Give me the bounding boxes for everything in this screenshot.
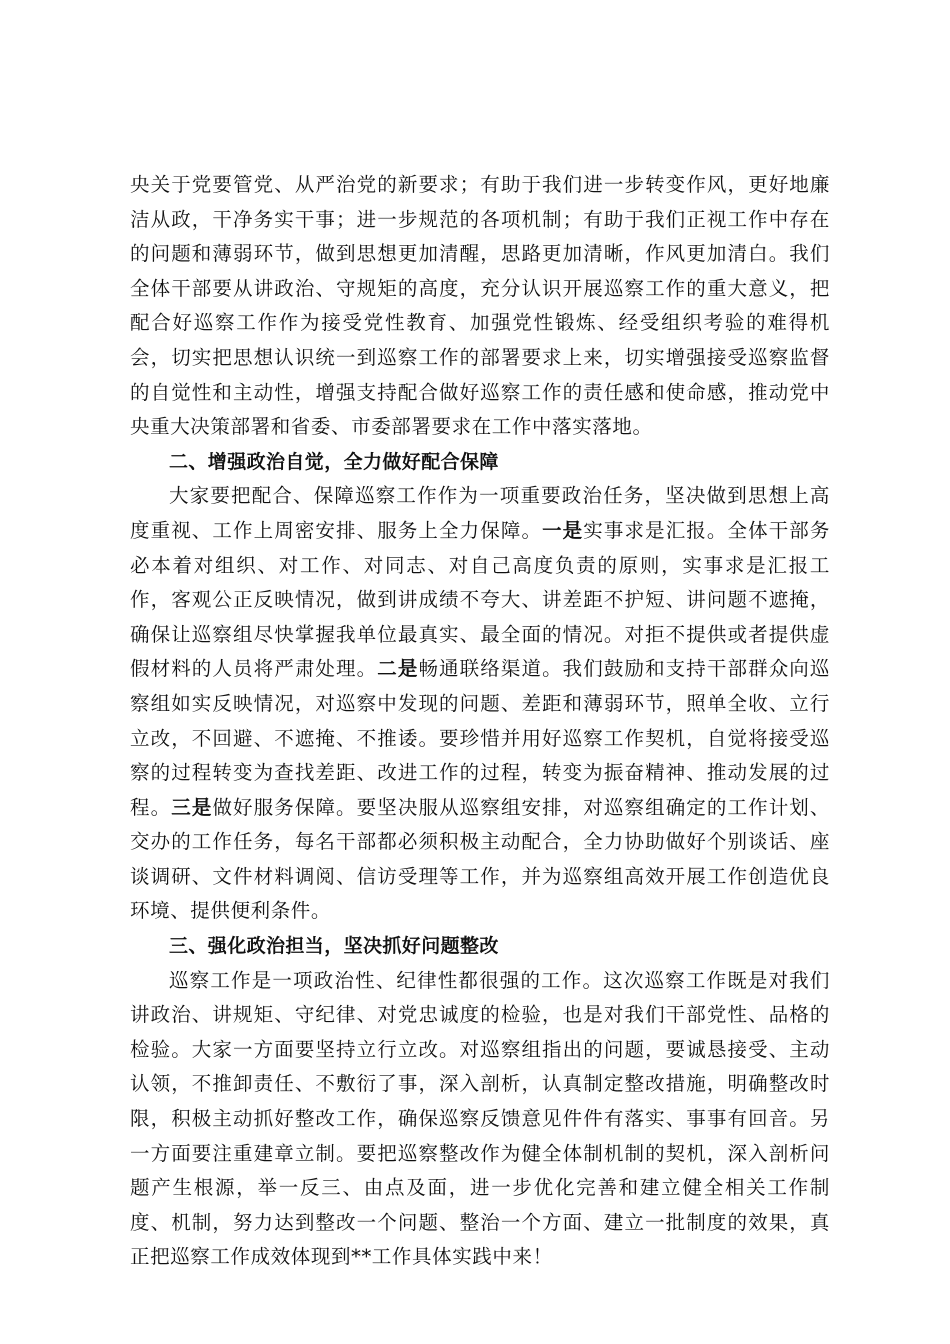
point-label-1: 一是 <box>542 518 584 542</box>
point-label-2: 二是 <box>377 657 419 681</box>
point-label-3: 三是 <box>171 795 213 819</box>
paragraph-2 <box>130 479 830 929</box>
point-text-2: 畅通联络渠道。我们鼓励和支持干部群众向巡察组如实反映情况，对巡察中发现的问题、差距和薄弱环节，照单全收、立行立改，不回避、不遮掩、不推诿。要珍惜并用好巡察工作契机，自觉将接受巡察的过程转变为查找差距、改进工作的过程，转变为振奋精神、推动发展的过程。 <box>130 657 830 819</box>
paragraph-1: 央关于党要管党、从严治党的新要求；有助于我们进一步转变作风，更好地廉洁从政，干净务实干事；进一步规范的各项机制；有助于我们正视工作中存在的问题和薄弱环节，做到思想更加清醒，思路更加清晰，作风更加清白。我们全体干部要从讲政治、守规矩的高度，充分认识开展巡察工作的重大意义，把配合好巡察工作作为接受党性教育、加强党性锻炼、经受组织考验的难得机会，切实把思想认识统一到巡察工作的部署要求上来，切实增强接受巡察监督的自觉性和主动性，增强支持配合做好巡察工作的责任感和使命感，推动党中央重大决策部署和省委、市委部署要求在工作中落实落地。 <box>130 173 830 439</box>
paragraph-2-intro: 大家要把配合、保障巡察工作作为一项重要政治任务，坚决做到思想上高度重视、工作上周密安排、服务上全力保障。 <box>130 484 830 542</box>
section-heading-3: 三、强化政治担当，坚决抓好问题整改 <box>169 935 499 958</box>
document-body <box>130 168 830 1275</box>
point-text-3: 做好服务保障。要坚决服从巡察组安排，对巡察组确定的工作计划、交办的工作任务，每名干部都必须积极主动配合，全力协助做好个别谈话、座谈调研、文件材料调阅、信访受理等工作，并为巡察组高效开展工作创造优良环境、提供便利条件。 <box>130 795 831 923</box>
paragraph-3: 巡察工作是一项政治性、纪律性都很强的工作。这次巡察工作既是对我们讲政治、讲规矩、守纪律、对党忠诚度的检验，也是对我们干部党性、品格的检验。大家一方面要坚持立行立改。对巡察组指出的问题，要诚恳接受、主动认领，不推卸责任、不敷衍了事，深入剖析，认真制定整改措施，明确整改时限，积极主动抓好整改工作，确保巡察反馈意见件件有落实、事事有回音。另一方面要注重建章立制。要把巡察整改作为健全体制机制的契机，深入剖析问题产生根源，举一反三、由点及面，进一步优化完善和建立健全相关工作制度、机制，努力达到整改一个问题、整治一个方面、建立一批制度的效果，真正把巡察工作成效体现到**工作具体实践中来！ <box>130 968 830 1269</box>
point-text-1: 实事求是汇报。全体干部务必本着对组织、对工作、对同志、对自己高度负责的原则，实事求是汇报工作，客观公正反映情况，做到讲成绩不夸大、讲差距不护短、讲问题不遮掩，确保让巡察组尽快掌握我单位最真实、最全面的情况。对拒不提供或者提供虚假材料的人员将严肃处理。 <box>130 518 831 681</box>
section-heading-2: 二、增强政治自觉，全力做好配合保障 <box>169 450 499 473</box>
